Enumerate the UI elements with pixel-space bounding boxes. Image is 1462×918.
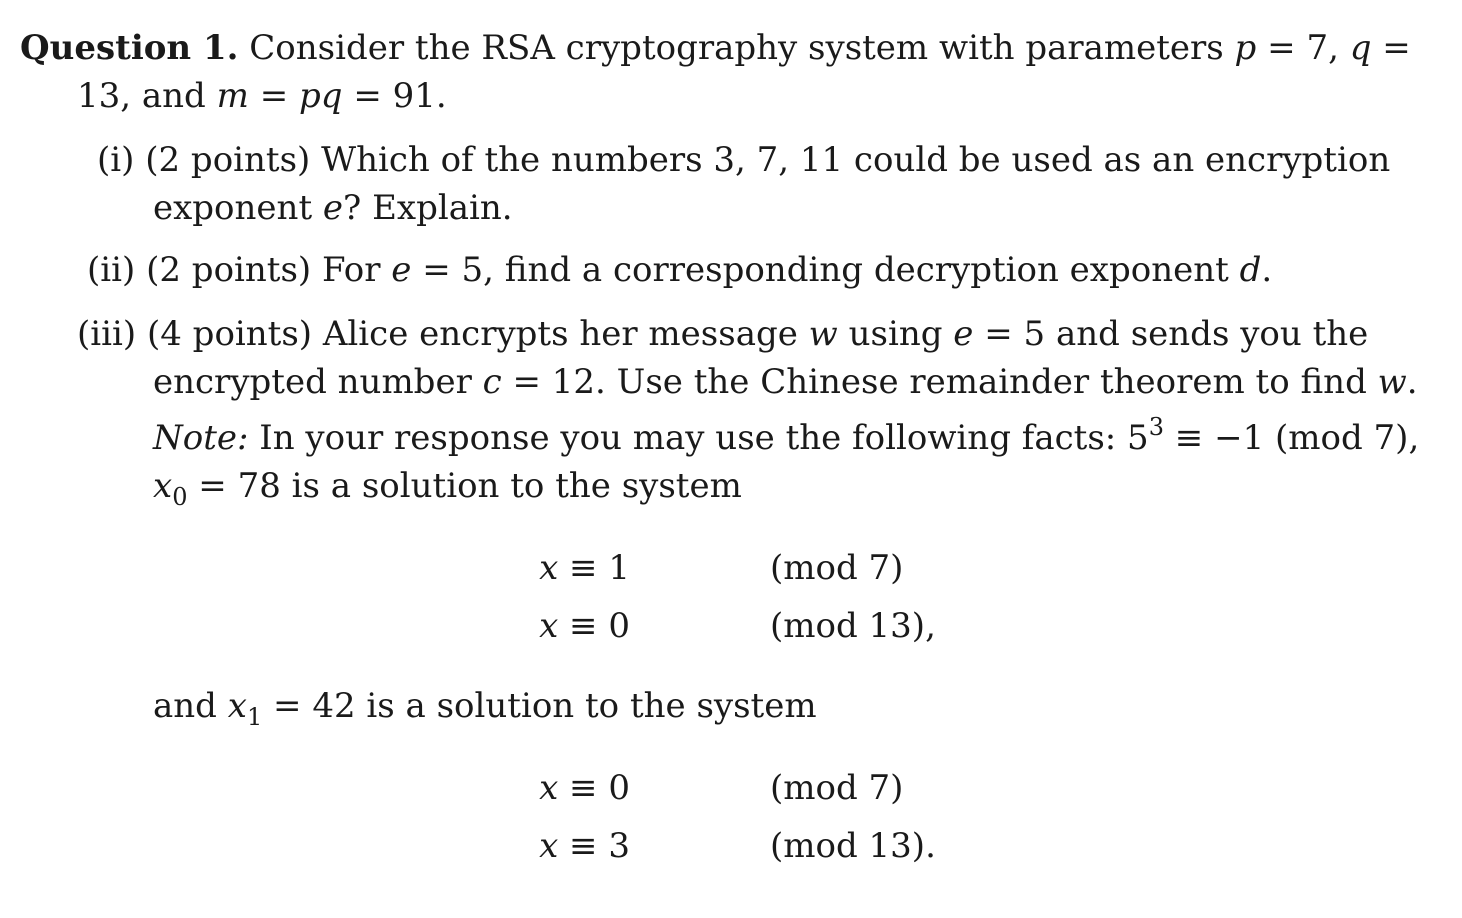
part-i-label: (i): [97, 140, 135, 180]
part-i-line-2: [153, 184, 1462, 233]
equals-sign: =: [353, 76, 382, 116]
note-exponent: 3: [1148, 413, 1164, 441]
system-1-row-1: [520, 544, 904, 594]
var-w: w: [808, 314, 838, 354]
part-i-points: (2 points): [145, 140, 311, 180]
equation-lhs: [539, 544, 630, 593]
part-iii-text-f: .: [1406, 362, 1418, 402]
part-i-text: Which of the numbers 3, 7, 11 could be used as an encryption: [321, 140, 1391, 180]
and-rest-text: = 42 is a solution to the system: [273, 686, 817, 726]
equation-mod: (mod 13).: [770, 826, 936, 866]
var-c: c: [482, 362, 502, 402]
var-p: p: [1234, 28, 1257, 68]
note-line-2: [153, 462, 1462, 511]
part-ii-line: [87, 246, 1462, 295]
equals-sign: =: [259, 76, 289, 116]
equation-congruence: ≡ 0: [558, 606, 630, 646]
part-ii-text-b: = 5, find a corresponding decryption exponent: [422, 250, 1229, 290]
note-label: Note:: [153, 418, 249, 458]
part-iii-points: (4 points): [146, 314, 313, 354]
equals-sign: =: [1267, 28, 1296, 68]
note-line-1: [153, 413, 1420, 463]
part-iii-label: (iii): [77, 314, 137, 354]
p-value: 7,: [1306, 28, 1339, 68]
question-line2-text: 13, and: [77, 76, 206, 116]
equation-lhs: [539, 822, 630, 871]
part-iii-text-e: = 12. Use the Chinese remainder theorem to find: [512, 362, 1367, 402]
var-e: e: [322, 188, 344, 228]
var-x: x: [539, 548, 559, 588]
var-x1: x: [227, 686, 247, 726]
question-label: Question 1.: [20, 28, 239, 68]
x1-subscript: 1: [246, 703, 263, 731]
part-iii-text-c: = 5 and sends you the: [984, 314, 1369, 354]
part-iii-line-1: [77, 310, 1417, 359]
equation-mod: (mod 7): [770, 548, 904, 588]
part-iii-line-2: [153, 358, 1462, 407]
part-i-text-3: ? Explain.: [343, 188, 513, 228]
equation-mod: (mod 7): [770, 768, 904, 808]
var-x: x: [539, 768, 559, 808]
note-text: In your response you may use the following facts: 5: [259, 418, 1149, 458]
part-iii-text-a: Alice encrypts her message: [322, 314, 798, 354]
x0-subscript: 0: [172, 483, 188, 511]
var-d: d: [1239, 250, 1262, 290]
var-m: m: [216, 76, 249, 116]
part-ii-text-a: For: [322, 250, 381, 290]
equation-congruence: ≡ 3: [558, 826, 630, 866]
var-q: q: [1349, 28, 1372, 68]
m-value: 91.: [392, 76, 447, 116]
equation-lhs: [539, 764, 630, 813]
note-text-b: ≡ −1 (mod 7),: [1174, 418, 1420, 458]
equals-sign: =: [1382, 28, 1411, 68]
var-x0: x: [153, 466, 173, 506]
equation-congruence: ≡ 1: [558, 548, 630, 588]
system-1-row-2: [520, 602, 936, 652]
part-ii-label: (ii): [87, 250, 136, 290]
system-2-row-1: [520, 764, 904, 814]
question-line-1: [20, 24, 1418, 73]
equation-mod: (mod 13),: [770, 606, 936, 646]
question-line-2: [77, 72, 1462, 121]
note-text-c: = 78 is a solution to the system: [198, 466, 742, 506]
equation-congruence: ≡ 0: [558, 768, 630, 808]
var-e: e: [953, 314, 974, 354]
and-line: [153, 682, 1462, 731]
and-text: and: [153, 686, 217, 726]
var-pq: pq: [299, 76, 343, 116]
part-i-text-2: exponent: [153, 188, 313, 228]
equation-lhs: [539, 602, 630, 651]
var-x: x: [539, 606, 559, 646]
part-iii-text-b: using: [848, 314, 943, 354]
var-e: e: [391, 250, 412, 290]
var-w: w: [1377, 362, 1407, 402]
part-ii-points: (2 points): [146, 250, 312, 290]
part-ii-text-c: .: [1261, 250, 1273, 290]
part-i-line-1: [97, 136, 1417, 185]
var-x: x: [539, 826, 559, 866]
part-iii-text-d: encrypted number: [153, 362, 472, 402]
question-intro-text: Consider the RSA cryptography system with parameters: [249, 28, 1224, 68]
system-2-row-2: [520, 822, 936, 872]
